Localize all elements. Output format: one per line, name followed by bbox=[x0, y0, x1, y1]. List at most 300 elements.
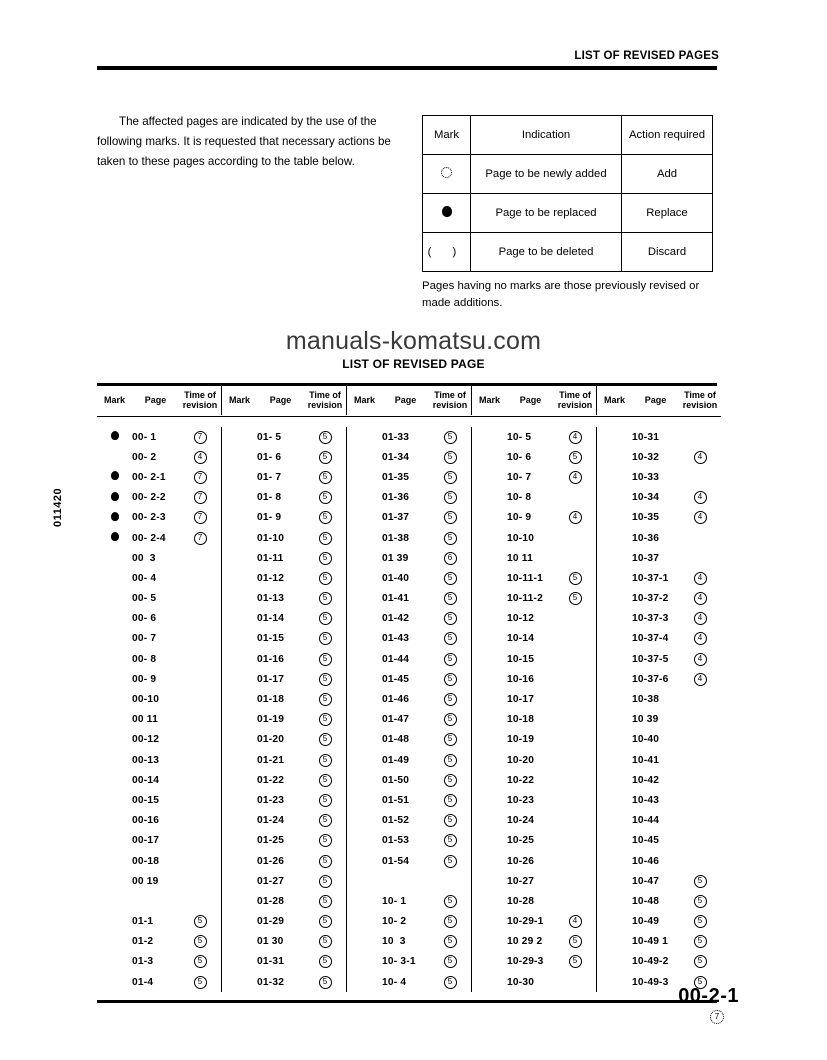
revision-cell-page: 10- 5 bbox=[507, 431, 532, 443]
revision-cell-mark bbox=[222, 932, 258, 952]
revision-cell-page: 10- 2 bbox=[382, 916, 407, 928]
revision-cell-mark bbox=[97, 548, 132, 568]
revision-cell-mark bbox=[472, 871, 508, 891]
revision-cell-mark bbox=[97, 891, 132, 911]
circled-revision-number: 5 bbox=[319, 592, 332, 605]
revision-cell-page: 01- 8 bbox=[257, 492, 282, 504]
revision-cell-page: 00-18 bbox=[132, 855, 160, 867]
circled-revision-number: 7 bbox=[194, 532, 207, 545]
revision-cell-mark bbox=[97, 972, 132, 992]
revision-cell-mark bbox=[222, 770, 258, 790]
table-row bbox=[97, 710, 721, 730]
revision-cell-mark bbox=[222, 609, 258, 629]
circled-revision-number: 4 bbox=[694, 612, 707, 625]
circled-revision-number: 5 bbox=[319, 632, 332, 645]
revision-cell-mark bbox=[347, 831, 383, 851]
circled-revision-number: 5 bbox=[694, 895, 707, 908]
table-row bbox=[97, 548, 721, 568]
revision-cell-time bbox=[304, 790, 347, 810]
revision-cell-time bbox=[304, 488, 347, 508]
table-row bbox=[97, 932, 721, 952]
revision-cell-page: 01-29 bbox=[257, 916, 285, 928]
table-row bbox=[97, 508, 721, 528]
revision-cell-page: 01-13 bbox=[257, 593, 285, 605]
circled-revision-number: 5 bbox=[444, 673, 457, 686]
revision-cell-mark bbox=[347, 649, 383, 669]
circled-revision-number: 5 bbox=[444, 592, 457, 605]
revision-cell-mark bbox=[472, 528, 508, 548]
revision-cell-page: 10-29-1 bbox=[507, 916, 544, 928]
revision-cell-page: 00- 2 bbox=[132, 451, 157, 463]
circled-revision-number: 4 bbox=[694, 592, 707, 605]
revision-cell-time bbox=[179, 972, 222, 992]
revision-cell-mark bbox=[222, 548, 258, 568]
revision-cell-page: 10-48 bbox=[632, 895, 660, 907]
revision-header-time-of-revision-g1: Time of revision bbox=[182, 390, 218, 410]
circled-revision-number: 5 bbox=[319, 794, 332, 807]
revision-cell-page: 00 19 bbox=[132, 875, 159, 887]
revision-cell-mark bbox=[597, 871, 633, 891]
revision-cell-mark bbox=[97, 730, 132, 750]
revision-cell-mark bbox=[222, 952, 258, 972]
circled-revision-number: 5 bbox=[319, 754, 332, 767]
revision-cell-time bbox=[429, 790, 472, 810]
revision-cell-time bbox=[304, 447, 347, 467]
circled-revision-number: 5 bbox=[319, 491, 332, 504]
table-row bbox=[97, 972, 721, 992]
revision-cell-time bbox=[429, 589, 472, 609]
main-table-title: LIST OF REVISED PAGE bbox=[342, 357, 485, 371]
revision-cell-page: 10-22 bbox=[507, 774, 535, 786]
revision-cell-time bbox=[179, 790, 222, 810]
circled-revision-number: 5 bbox=[319, 431, 332, 444]
revision-cell-page: 10-37-4 bbox=[632, 633, 669, 645]
circled-revision-number: 5 bbox=[444, 451, 457, 464]
revision-cell-page: 10- 8 bbox=[507, 492, 532, 504]
revision-cell-page: 10-49-3 bbox=[632, 976, 669, 988]
revision-cell-time bbox=[429, 467, 472, 487]
revision-cell-time bbox=[304, 508, 347, 528]
revision-cell-page bbox=[132, 891, 179, 911]
revision-cell-time bbox=[554, 912, 597, 932]
revision-cell-time bbox=[429, 447, 472, 467]
revision-cell-mark bbox=[222, 689, 258, 709]
revision-cell-time bbox=[429, 528, 472, 548]
circled-revision-number: 4 bbox=[694, 572, 707, 585]
revision-header-mark-g5: Mark bbox=[597, 386, 633, 415]
revision-cell-page: 10-38 bbox=[632, 694, 660, 706]
revision-cell-mark bbox=[597, 912, 633, 932]
circled-revision-number: 5 bbox=[694, 976, 707, 989]
revision-cell-page: 10-29-3 bbox=[507, 956, 544, 968]
revision-cell-page: 10-26 bbox=[507, 855, 535, 867]
revision-cell-page: 10-28 bbox=[507, 895, 535, 907]
revision-cell-mark bbox=[222, 912, 258, 932]
revision-cell-time bbox=[179, 831, 222, 851]
circled-revision-number: 5 bbox=[569, 592, 582, 605]
revision-cell-page: 01- 6 bbox=[257, 451, 282, 463]
circled-revision-number: 5 bbox=[694, 955, 707, 968]
circled-revision-number: 5 bbox=[319, 693, 332, 706]
revision-cell-time bbox=[554, 851, 597, 871]
circled-revision-number: 5 bbox=[694, 915, 707, 928]
revision-cell-mark bbox=[347, 548, 383, 568]
revision-cell-page: 01-11 bbox=[257, 552, 284, 564]
revision-header-row bbox=[97, 386, 721, 415]
circled-revision-number: 5 bbox=[319, 733, 332, 746]
revision-cell-time bbox=[304, 568, 347, 588]
revision-cell-page: 01- 5 bbox=[257, 431, 282, 443]
revision-cell-time bbox=[304, 952, 347, 972]
revision-cell-time bbox=[179, 447, 222, 467]
revision-cell-page: 10-45 bbox=[632, 835, 660, 847]
revision-cell-page: 10-37-2 bbox=[632, 593, 669, 605]
revision-cell-time bbox=[679, 548, 721, 568]
revision-cell-mark bbox=[97, 568, 132, 588]
circled-revision-number: 4 bbox=[569, 431, 582, 444]
revision-cell-time bbox=[179, 508, 222, 528]
revision-cell-page: 10-43 bbox=[632, 794, 660, 806]
revision-cell-time bbox=[304, 548, 347, 568]
table-row bbox=[97, 750, 721, 770]
revision-cell-page: 00- 2-3 bbox=[132, 512, 166, 524]
side-margin-code: 011420 bbox=[52, 487, 64, 527]
revision-cell-mark bbox=[222, 528, 258, 548]
revision-cell-time bbox=[304, 649, 347, 669]
revision-cell-mark bbox=[472, 629, 508, 649]
revision-cell-mark bbox=[222, 649, 258, 669]
circled-revision-number: 5 bbox=[569, 935, 582, 948]
revision-cell-mark bbox=[472, 589, 508, 609]
revision-cell-page: 00-10 bbox=[132, 694, 160, 706]
circled-revision-number: 5 bbox=[319, 673, 332, 686]
revision-cell-mark bbox=[597, 669, 633, 689]
revision-cell-mark bbox=[472, 730, 508, 750]
revision-cell-page: 01-37 bbox=[382, 512, 410, 524]
revision-cell-mark bbox=[472, 609, 508, 629]
revision-cell-mark bbox=[97, 811, 132, 831]
revision-cell-page: 01- 9 bbox=[257, 512, 282, 524]
revision-cell-mark bbox=[597, 589, 633, 609]
revision-cell-mark bbox=[347, 710, 383, 730]
revision-cell-time bbox=[554, 508, 597, 528]
revision-cell-time bbox=[179, 629, 222, 649]
revision-cell-page: 00- 8 bbox=[132, 653, 157, 665]
revision-cell-time bbox=[429, 710, 472, 730]
revision-cell-time bbox=[679, 528, 721, 548]
circled-revision-number: 7 bbox=[194, 511, 207, 524]
circled-revision-number: 6 bbox=[444, 552, 457, 565]
revision-cell-page: 01-52 bbox=[382, 815, 410, 827]
revision-cell-page: 10-11-2 bbox=[507, 593, 543, 605]
revision-cell-mark bbox=[347, 770, 383, 790]
circled-revision-number: 4 bbox=[694, 491, 707, 504]
mark-legend-table bbox=[422, 115, 713, 272]
revision-cell-mark bbox=[222, 589, 258, 609]
circled-revision-number: 5 bbox=[319, 774, 332, 787]
revision-cell-mark bbox=[97, 589, 132, 609]
revision-cell-mark bbox=[347, 508, 383, 528]
revision-cell-time bbox=[304, 427, 347, 447]
table-row bbox=[97, 427, 721, 447]
revision-cell-page: 10 39 bbox=[632, 714, 659, 726]
revision-cell-time bbox=[429, 568, 472, 588]
revision-cell-mark bbox=[472, 770, 508, 790]
table-row bbox=[97, 851, 721, 871]
revision-cell-page: 01 39 bbox=[382, 552, 409, 564]
revision-cell-page: 10-44 bbox=[632, 815, 660, 827]
revision-cell-time bbox=[179, 669, 222, 689]
revision-cell-mark bbox=[472, 891, 508, 911]
revision-cell-time bbox=[554, 710, 597, 730]
table-row bbox=[97, 871, 721, 891]
revision-cell-page: 10 3 bbox=[382, 936, 406, 948]
revision-cell-page: 10-15 bbox=[507, 653, 535, 665]
revision-cell-page: 10-25 bbox=[507, 835, 535, 847]
revision-cell-mark bbox=[597, 851, 633, 871]
revision-cell-time bbox=[304, 710, 347, 730]
circled-revision-number: 5 bbox=[319, 875, 332, 888]
revision-cell-mark bbox=[97, 932, 132, 952]
revision-cell-page: 10-31 bbox=[632, 431, 660, 443]
replace-mark-icon bbox=[97, 427, 132, 447]
revision-cell-mark bbox=[597, 508, 633, 528]
revision-cell-time bbox=[429, 427, 472, 447]
revision-header-time-of-revision-g2: Time of revision bbox=[307, 390, 343, 410]
revision-table-container bbox=[97, 383, 717, 1003]
revision-cell-mark bbox=[597, 609, 633, 629]
circled-revision-number: 4 bbox=[694, 632, 707, 645]
revision-cell-page: 00 11 bbox=[132, 714, 158, 726]
revision-cell-mark bbox=[597, 710, 633, 730]
revision-cell-page: 10-37-6 bbox=[632, 673, 669, 685]
revision-cell-page: 01-44 bbox=[382, 653, 410, 665]
revision-cell-mark bbox=[347, 629, 383, 649]
revision-cell-page: 10-33 bbox=[632, 471, 660, 483]
revision-cell-mark bbox=[347, 972, 383, 992]
revision-cell-mark bbox=[347, 750, 383, 770]
revision-cell-time bbox=[179, 689, 222, 709]
revision-cell-time bbox=[679, 952, 721, 972]
revision-cell-time bbox=[554, 750, 597, 770]
revision-cell-mark bbox=[347, 467, 383, 487]
revision-cell-mark bbox=[597, 528, 633, 548]
revision-cell-page: 10- 3-1 bbox=[382, 956, 416, 968]
revision-cell-page: 01-54 bbox=[382, 855, 410, 867]
revision-cell-page: 10-37-3 bbox=[632, 613, 669, 625]
table-row bbox=[97, 790, 721, 810]
revision-cell-mark bbox=[97, 689, 132, 709]
revision-cell-page: 10-49 bbox=[632, 916, 660, 928]
revision-cell-time bbox=[554, 891, 597, 911]
revision-cell-mark bbox=[472, 790, 508, 810]
header-divider-rule bbox=[97, 66, 717, 70]
revision-cell-mark bbox=[347, 912, 383, 932]
revision-cell-time bbox=[179, 912, 222, 932]
legend-note: Pages having no marks are those previously revised or made additions. bbox=[422, 280, 700, 309]
table-row bbox=[97, 730, 721, 750]
revision-cell-mark bbox=[347, 952, 383, 972]
revision-cell-time bbox=[304, 912, 347, 932]
table-row bbox=[97, 831, 721, 851]
revision-cell-time bbox=[304, 730, 347, 750]
revision-table-body bbox=[97, 415, 721, 1000]
revision-cell-mark bbox=[222, 629, 258, 649]
revision-cell-mark bbox=[347, 427, 383, 447]
circled-revision-number: 4 bbox=[694, 451, 707, 464]
revision-cell-time bbox=[304, 811, 347, 831]
revision-cell-mark bbox=[597, 891, 633, 911]
legend-action-replace: Replace bbox=[622, 194, 713, 233]
table-row bbox=[97, 891, 721, 911]
revision-cell-page: 10- 9 bbox=[507, 512, 532, 524]
circled-revision-number: 5 bbox=[319, 855, 332, 868]
revision-header-mark-g4: Mark bbox=[472, 386, 508, 415]
revision-cell-time bbox=[429, 912, 472, 932]
revision-cell-page: 10-47 bbox=[632, 875, 660, 887]
revision-cell-time bbox=[179, 427, 222, 447]
revision-cell-time bbox=[304, 528, 347, 548]
circled-revision-number: 5 bbox=[444, 814, 457, 827]
revision-cell-mark bbox=[347, 871, 383, 891]
revision-cell-page: 01-35 bbox=[382, 471, 410, 483]
revision-cell-page: 01-4 bbox=[132, 976, 154, 988]
revision-cell-time bbox=[554, 528, 597, 548]
revision-cell-page: 01-34 bbox=[382, 451, 410, 463]
revision-cell-page: 00- 2-1 bbox=[132, 471, 166, 483]
revision-cell-page: 01-28 bbox=[257, 895, 285, 907]
revision-cell-time bbox=[179, 770, 222, 790]
circled-revision-number: 5 bbox=[319, 935, 332, 948]
revision-cell-mark bbox=[97, 609, 132, 629]
revision-cell-page: 01-10 bbox=[257, 532, 285, 544]
open-circle-icon bbox=[423, 155, 471, 194]
revision-cell-time bbox=[179, 710, 222, 730]
revision-cell-page: 01-14 bbox=[257, 613, 285, 625]
circled-revision-number: 5 bbox=[444, 955, 457, 968]
circled-revision-number: 5 bbox=[444, 733, 457, 746]
revision-cell-mark bbox=[97, 770, 132, 790]
table-row bbox=[97, 952, 721, 972]
revision-cell-mark bbox=[472, 508, 508, 528]
legend-row-replace bbox=[423, 194, 713, 233]
revision-table-bottom-rule bbox=[97, 1000, 717, 1003]
revision-cell-mark bbox=[347, 669, 383, 689]
revision-cell-page: 01-49 bbox=[382, 754, 410, 766]
revision-cell-mark bbox=[597, 467, 633, 487]
revision-cell-time bbox=[304, 669, 347, 689]
revision-cell-mark bbox=[347, 811, 383, 831]
revision-cell-time bbox=[679, 669, 721, 689]
circled-revision-number: 5 bbox=[194, 955, 207, 968]
revision-cell-page: 01-48 bbox=[382, 734, 410, 746]
revision-cell-page: 00- 2-4 bbox=[132, 532, 166, 544]
legend-header-mark: Mark bbox=[423, 116, 471, 155]
revision-cell-time bbox=[304, 629, 347, 649]
revision-cell-time bbox=[304, 831, 347, 851]
revision-cell-time bbox=[304, 689, 347, 709]
circled-revision-number: 5 bbox=[444, 693, 457, 706]
circled-revision-number: 5 bbox=[694, 935, 707, 948]
revision-cell-time bbox=[429, 831, 472, 851]
revision-cell-mark bbox=[472, 912, 508, 932]
circled-revision-number: 5 bbox=[569, 451, 582, 464]
revision-cell-mark bbox=[472, 932, 508, 952]
table-row bbox=[97, 528, 721, 548]
revision-cell-time bbox=[179, 528, 222, 548]
revision-header-page-g5: Page bbox=[644, 395, 667, 405]
revision-cell-mark bbox=[347, 689, 383, 709]
revision-header-mark-g3: Mark bbox=[347, 386, 383, 415]
revision-cell-time bbox=[429, 972, 472, 992]
revision-cell-page: 01 30 bbox=[257, 936, 284, 948]
revision-cell-mark bbox=[472, 467, 508, 487]
revision-cell-time bbox=[179, 871, 222, 891]
revision-cell-time bbox=[429, 811, 472, 831]
revision-cell-time bbox=[679, 932, 721, 952]
revision-cell-page: 10-49 1 bbox=[632, 936, 668, 948]
revision-cell-mark bbox=[222, 831, 258, 851]
revision-cell-page: 00-15 bbox=[132, 794, 160, 806]
revision-cell-time bbox=[679, 488, 721, 508]
revision-cell-page: 10-18 bbox=[507, 714, 535, 726]
revision-cell-page: 01-32 bbox=[257, 976, 285, 988]
revision-cell-mark bbox=[597, 488, 633, 508]
revision-cell-time bbox=[554, 447, 597, 467]
revision-cell-mark bbox=[472, 669, 508, 689]
revision-cell-time bbox=[429, 871, 472, 891]
circled-revision-number: 4 bbox=[694, 511, 707, 524]
table-row bbox=[97, 447, 721, 467]
revision-cell-page: 10- 7 bbox=[507, 471, 532, 483]
revision-cell-time bbox=[679, 467, 721, 487]
circled-revision-number: 5 bbox=[444, 431, 457, 444]
revision-cell-time bbox=[679, 427, 721, 447]
revision-cell-page: 01-51 bbox=[382, 794, 410, 806]
revision-cell-page: 10-12 bbox=[507, 613, 535, 625]
revision-cell-time bbox=[429, 952, 472, 972]
revision-cell-time bbox=[179, 932, 222, 952]
legend-header-row bbox=[423, 116, 713, 155]
circled-revision-number: 5 bbox=[569, 955, 582, 968]
revision-cell-page: 10-17 bbox=[507, 694, 535, 706]
revision-cell-time bbox=[179, 467, 222, 487]
revision-header-page-g4: Page bbox=[519, 395, 542, 405]
circled-revision-number: 5 bbox=[444, 491, 457, 504]
revision-cell-page: 10-16 bbox=[507, 673, 535, 685]
table-row bbox=[97, 568, 721, 588]
revision-spacer-row bbox=[97, 418, 721, 427]
revision-cell-page: 10-40 bbox=[632, 734, 660, 746]
revision-cell-page: 10-19 bbox=[507, 734, 535, 746]
revision-cell-page: 01-2 bbox=[132, 936, 154, 948]
circled-revision-number: 5 bbox=[319, 572, 332, 585]
revision-cell-page: 10-10 bbox=[507, 532, 535, 544]
revision-cell-page: 10-20 bbox=[507, 754, 535, 766]
revision-cell-mark bbox=[472, 831, 508, 851]
legend-action-add: Add bbox=[622, 155, 713, 194]
legend-header-action: Action required bbox=[622, 116, 713, 155]
revision-cell-time bbox=[554, 952, 597, 972]
revision-cell-mark bbox=[347, 932, 383, 952]
revision-cell-time bbox=[679, 891, 721, 911]
revision-cell-mark bbox=[347, 568, 383, 588]
revision-cell-time bbox=[679, 447, 721, 467]
circled-revision-number: 4 bbox=[569, 471, 582, 484]
revision-cell-page: 00-17 bbox=[132, 835, 160, 847]
revision-cell-mark bbox=[597, 649, 633, 669]
table-row bbox=[97, 488, 721, 508]
